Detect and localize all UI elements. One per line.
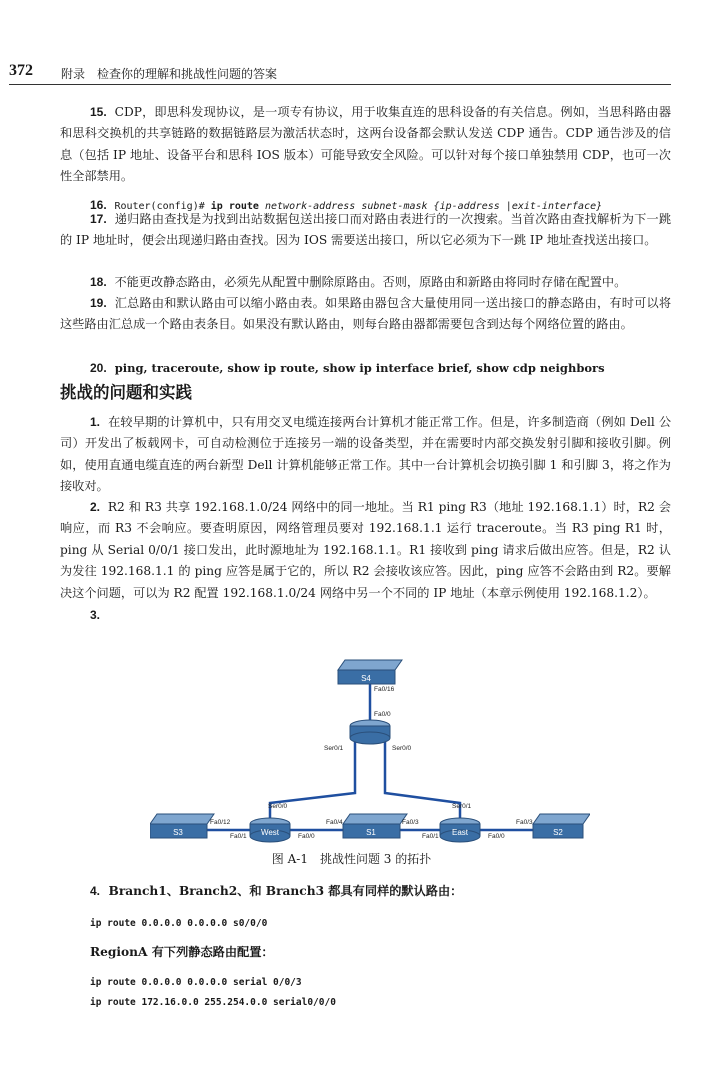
- router-west-icon: [250, 818, 290, 842]
- challenge-1: 1. 在较早期的计算机中，只有用交叉电缆连接两台计算机才能正常工作。但是，许多制造商（例如 Dell 公司）开发出了板载网卡，可自动检测位于连接另一端的设备类型，并在需要时内部交换发射引脚和接收引脚。例如，使用直通电缆直连的两台新型 Dell 计算机能够正常工作。其中一台计算机会切换引脚 1 和引脚 3，将之作为接收对。: [60, 415, 672, 494]
- svg-text:Ser0/1: Ser0/1: [324, 745, 344, 752]
- svg-text:Ser0/1: Ser0/1: [452, 803, 472, 810]
- svg-text:S2: S2: [553, 828, 563, 837]
- svg-text:Ser0/0: Ser0/0: [268, 803, 288, 810]
- answer-19: 19. 汇总路由和默认路由可以缩小路由表。如果路由器包含大量使用同一送出接口的静态路由，有时可以将这些路由汇总成一个路由表条目。如果没有默认路由，则每台路由器都需要包含到达每个网络位置的路由。: [60, 296, 672, 332]
- svg-text:S4: S4: [361, 674, 371, 683]
- switch-s1-icon: [343, 814, 407, 838]
- challenge-2: 2. R2 和 R3 共享 192.168.1.0/24 网络中的同一地址。当 R1 ping R3（地址 192.168.1.1）时，R2 会响应，而 R3 不会响应。要查明原因，网络管理员要对 192.168.1.1 运行 traceroute。当 R3 ping R1 时，ping 从 Serial 0/0/1 接口发出，此时源地址为 192.168.1.1。R1 接收到 ping 请求后做出应答。但是，R2 认为发往 192.168.1.1 的 ping 应答是属于它的，所以 R2 会接收该应答。因此，ping 应答不会路由到 R2。要解决这个问题，可以为 R2 配置 192.168.1.0/24 网络中另一个不同的 IP 地址（本章示例使用 192.168.1.2）。: [60, 500, 671, 600]
- router-east-icon: [440, 818, 480, 842]
- challenge-text: 在较早期的计算机中，只有用交叉电缆连接两台计算机才能正常工作。但是，许多制造商（例如 Dell 公司）开发出了板载网卡，可自动检测位于连接另一端的设备类型，并在需要时内部交换发射引脚和接收引脚。例如，使用直通电缆直连的两台新型 Dell 计算机能够正常工作。其中一台计算机会切换引脚 1 和引脚 3，将之作为接收对。: [60, 415, 672, 494]
- svg-text:Fa0/1: Fa0/1: [422, 833, 439, 840]
- answer-16: 16. Router(config)# ip route network-address subnet-mask {ip-address |exit-interface}: [90, 198, 603, 212]
- svg-text:S1: S1: [366, 828, 376, 837]
- svg-text:Fa0/3: Fa0/3: [516, 819, 533, 826]
- branch-default-route: ip route 0.0.0.0 0.0.0.0 s0/0/0: [90, 918, 268, 929]
- answer-text: CDP，即思科发现协议，是一项专有协议，用于收集直连的思科设备的有关信息。例如，当思科路由器和思科交换机的共享链路的数据链路层为激活状态时，这两台设备都会默认发送 CDP 通告。CDP 通告涉及的信息（包括 IP 地址、设备平台和思科 IOS 版本）可能导致安全风险。可以针对每个接口单独禁用 CDP，也可一次性全部禁用。: [60, 105, 672, 184]
- page-header: [9, 58, 671, 85]
- answer-15: 15. CDP，即思科发现协议，是一项专有协议，用于收集直连的思科设备的有关信息。例如，当思科路由器和思科交换机的共享链路的数据链路层为激活状态时，这两台设备都会默认发送 CDP 通告。CDP 通告涉及的信息（包括 IP 地址、设备平台和思科 IOS 版本）可能导致安全风险。可以针对每个接口单独禁用 CDP，也可一次性全部禁用。: [60, 105, 672, 184]
- svg-text:Fa0/1: Fa0/1: [230, 833, 247, 840]
- svg-text:Fa0/0: Fa0/0: [298, 833, 315, 840]
- regiona-route-2: ip route 172.16.0.0 255.254.0.0 serial0/0/0: [90, 997, 336, 1008]
- svg-text:S3: S3: [173, 828, 183, 837]
- topology-diagram: [150, 638, 590, 844]
- svg-text:East: East: [451, 828, 469, 837]
- challenge-text: R2 和 R3 共享 192.168.1.0/24 网络中的同一地址。当 R1 ping R3（地址 192.168.1.1）时，R2 会响应，而 R3 不会响应。要查明原因，网络管理员要对 192.168.1.1 运行 traceroute。当 R3 ping R1 时，ping 从 Serial 0/0/1 接口发出，此时源地址为 192.168.1.1。R1 接收到 ping 请求后做出应答。但是，R2 认为发往 192.168.1.1 的 ping 应答是属于它的，所以 R2 会接收该应答。因此，ping 应答不会路由到 R2。要解决这个问题，可以为 R2 配置 192.168.1.0/24 网络中另一个不同的 IP 地址（本章示例使用 192.168.1.2）。: [60, 500, 671, 600]
- switch-s4-icon: [338, 660, 402, 684]
- svg-text:HQ: HQ: [364, 745, 376, 754]
- answer-4-intro: 4. Branch1、Branch2、和 Branch3 都具有同样的默认路由：: [90, 884, 463, 898]
- svg-text:West: West: [260, 828, 280, 837]
- answer-18: 18. 不能更改静态路由，必须先从配置中删除原路由。否则，原路由和新路由将同时存储在配置中。: [90, 275, 627, 289]
- answer-17: 17. 递归路由查找是为找到出站数据包送出接口而对路由表进行的一次搜索。当首次路由查找解析为下一跳的 IP 地址时，便会出现递归路由查找。因为 IOS 需要送出接口，所以它必须为下一跳 IP 地址查找送出接口。: [60, 212, 672, 248]
- challenge-3: 3.: [90, 608, 101, 622]
- answer-text: ping, traceroute, show ip route, show ip interface brief, show cdp neighbors: [114, 361, 605, 375]
- svg-text:Fa0/0: Fa0/0: [488, 833, 505, 840]
- answer-text: 汇总路由和默认路由可以缩小路由表。如果路由器包含大量使用同一送出接口的静态路由，有时可以将这些路由汇总成一个路由表条目。如果没有默认路由，则每台路由器都需要包含到达每个网络位置的路由。: [60, 296, 672, 332]
- page-number: 372: [9, 62, 33, 79]
- answer-text: 不能更改静态路由，必须先从配置中删除原路由。否则，原路由和新路由将同时存储在配置中。: [114, 275, 627, 289]
- answer-20: 20. ping, traceroute, show ip route, show ip interface brief, show cdp neighbors: [90, 361, 605, 375]
- switch-s2-icon: [533, 814, 590, 838]
- svg-text:Fa0/3: Fa0/3: [402, 819, 419, 826]
- regiona-route-1: ip route 0.0.0.0 0.0.0.0 serial 0/0/3: [90, 977, 302, 988]
- command-syntax: Router(config)# ip route network-address subnet-mask {ip-address |exit-interface}: [114, 201, 603, 212]
- running-title: 附录 检查你的理解和挑战性问题的答案: [61, 67, 278, 81]
- answer-text: 递归路由查找是为找到出站数据包送出接口而对路由表进行的一次搜索。当首次路由查找解析为下一跳的 IP 地址时，便会出现递归路由查找。因为 IOS 需要送出接口，所以它必须为下一跳 IP 地址查找送出接口。: [60, 212, 672, 248]
- figure-caption: 图 A-1 挑战性问题 3 的拓扑: [271, 852, 432, 866]
- svg-text:Ser0/0: Ser0/0: [392, 745, 412, 752]
- svg-text:Fa0/0: Fa0/0: [374, 711, 391, 718]
- svg-text:Fa0/16: Fa0/16: [374, 686, 395, 693]
- svg-text:Fa0/4: Fa0/4: [326, 819, 343, 826]
- section-title: 挑战的问题和实践: [60, 383, 192, 402]
- switch-s3-icon: [150, 814, 214, 838]
- svg-text:Fa0/12: Fa0/12: [210, 819, 231, 826]
- regiona-intro: RegionA 有下列静态路由配置：: [90, 945, 274, 959]
